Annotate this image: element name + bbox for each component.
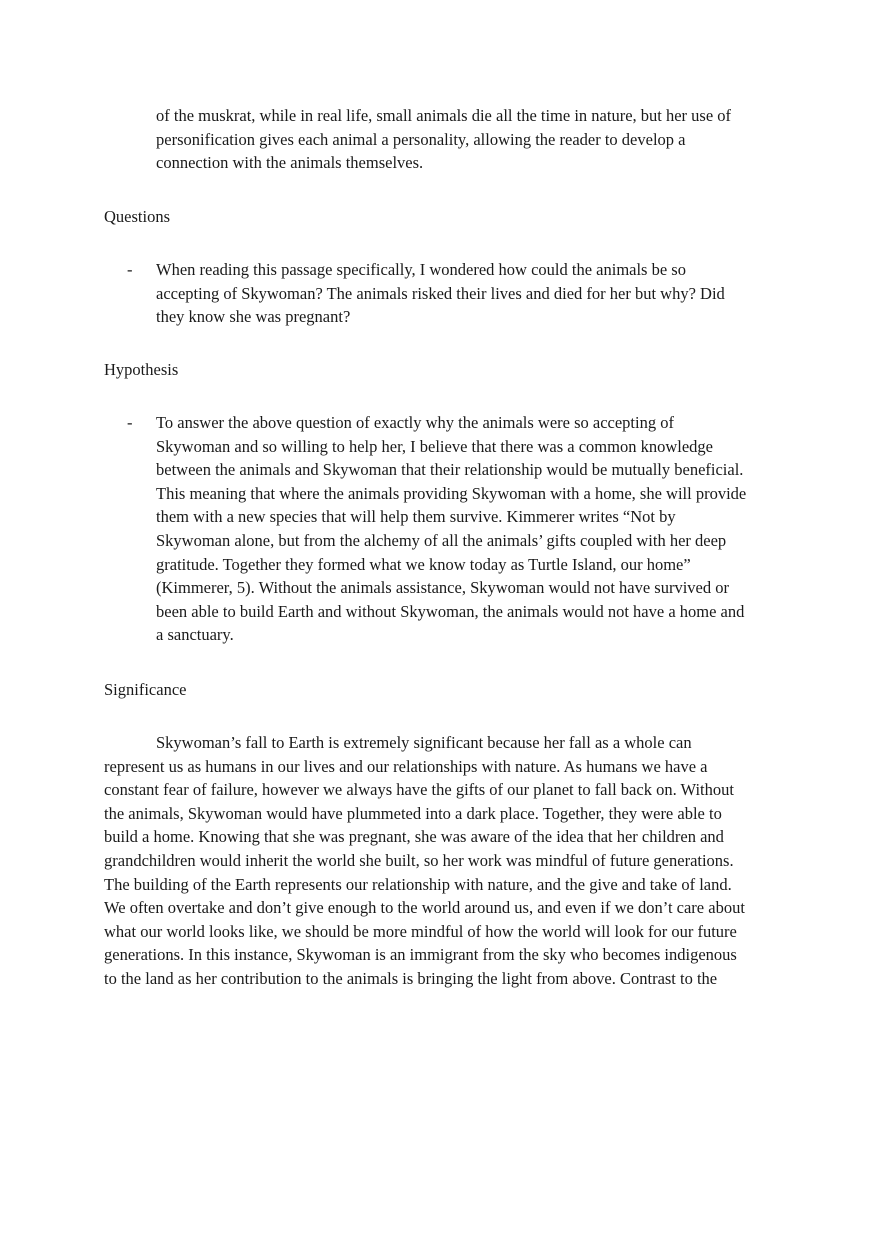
text-line: We often overtake and don’t give enough to the world around us, and even if we don’t care about: [104, 898, 745, 918]
text-line: build a home. Knowing that she was pregnant, she was aware of the idea that her children and: [104, 827, 724, 847]
significance-heading: Significance: [104, 680, 187, 699]
questions-bullet-text: [156, 258, 776, 329]
text-line: Skywoman and so willing to help her, I believe that there was a common knowledge: [156, 436, 713, 456]
text-line: grandchildren would inherit the world she built, so her work was mindful of future generations.: [104, 850, 734, 870]
text-line: they know she was pregnant?: [156, 307, 351, 327]
text-line: a sanctuary.: [156, 625, 234, 645]
questions-heading: Questions: [104, 207, 170, 226]
text-line: gratitude. Together they formed what we know today as Turtle Island, our home”: [156, 554, 691, 574]
significance-paragraph: [104, 731, 776, 991]
text-line: the animals, Skywoman would have plummeted into a dark place. Together, they were able to: [104, 803, 722, 823]
text-line: what our world looks like, we should be more mindful of how the world will look for our future: [104, 921, 737, 941]
questions-bullet-marker: -: [127, 260, 133, 279]
text-line: them with a new species that will help them survive. Kimmerer writes “Not by: [156, 507, 676, 527]
hypothesis-heading: Hypothesis: [104, 360, 179, 379]
text-line: personification gives each animal a personality, allowing the reader to develop a: [156, 129, 686, 149]
text-line: (Kimmerer, 5). Without the animals assistance, Skywoman would not have survived or: [156, 578, 730, 598]
continuation-paragraph: [156, 104, 776, 175]
hypothesis-bullet-marker: -: [127, 413, 133, 432]
hypothesis-bullet-text: [156, 411, 776, 647]
text-line: between the animals and Skywoman that their relationship would be mutually beneficial.: [156, 460, 744, 480]
text-line: Skywoman’s fall to Earth is extremely significant because her fall as a whole can: [156, 733, 692, 752]
text-line: Skywoman alone, but from the alchemy of all the animals’ gifts coupled with her deep: [156, 530, 727, 550]
text-line: accepting of Skywoman? The animals risked their lives and died for her but why? Did: [156, 283, 725, 303]
text-line: been able to build Earth and without Skywoman, the animals would not have a home and: [156, 601, 745, 621]
text-line: This meaning that where the animals providing Skywoman with a home, she will provide: [156, 483, 747, 503]
text-line: to the land as her contribution to the animals is bringing the light from above. Contrast to the: [104, 968, 718, 988]
text-line: When reading this passage specifically, I wondered how could the animals be so: [156, 260, 686, 279]
text-line: of the muskrat, while in real life, small animals die all the time in nature, but her use of: [156, 106, 732, 125]
text-line: The building of the Earth represents our relationship with nature, and the give and take of land.: [104, 874, 732, 894]
text-line: To answer the above question of exactly why the animals were so accepting of: [156, 413, 674, 432]
text-line: constant fear of failure, however we always have the gifts of our planet to fall back on. Without: [104, 780, 734, 800]
text-line: represent us as humans in our lives and our relationships with nature. As humans we have a: [104, 756, 708, 776]
text-line: generations. In this instance, Skywoman is an immigrant from the sky who becomes indigenous: [104, 945, 737, 965]
text-line: connection with the animals themselves.: [156, 153, 424, 173]
